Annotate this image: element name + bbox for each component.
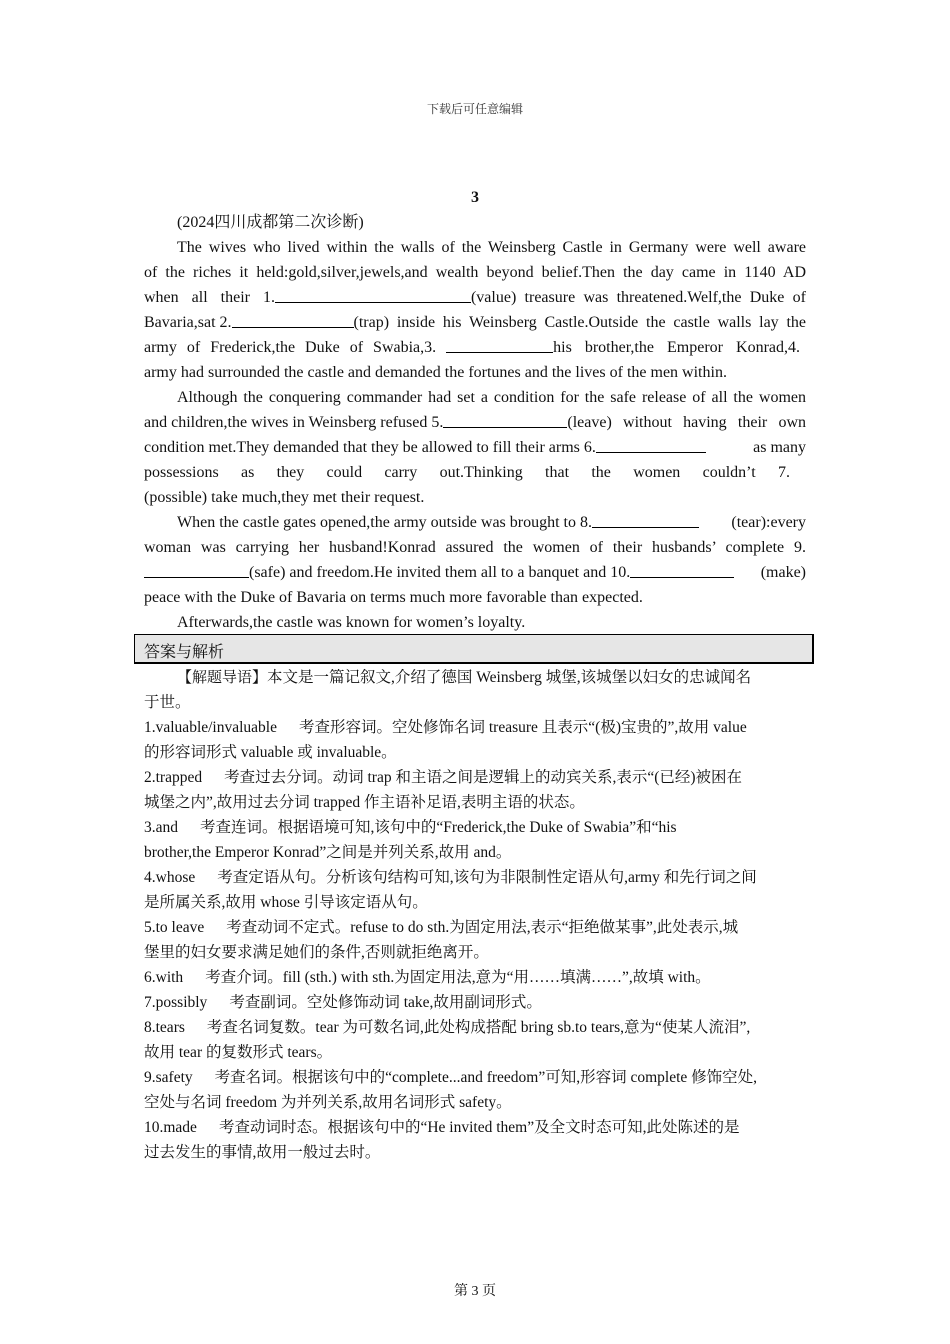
answer-key: 2.trapped xyxy=(144,769,203,786)
answer-explanation: 考查连词。根据语境可知,该句中的“Frederick,the Duke of Swabia”和“his xyxy=(200,819,677,836)
answer-item xyxy=(144,815,806,840)
answer-continuation: 的形容词形式 valuable 或 invaluable。 xyxy=(144,744,397,761)
answer-explanations xyxy=(144,665,806,1165)
answer-explanation: 考查过去分词。动词 trap 和主语之间是逻辑上的动宾关系,表示“(已经)被困在 xyxy=(224,769,743,786)
passage-text: and children,the wives in Weinsberg refused 5. xyxy=(144,414,444,431)
answer-blank-4[interactable] xyxy=(800,335,806,352)
answer-key: 6.with xyxy=(144,969,184,986)
answer-blank-2[interactable] xyxy=(232,310,354,328)
passage-text: (leave) without having their own xyxy=(567,414,806,431)
answer-key: 1.valuable/invaluable xyxy=(144,719,277,736)
answer-key: 10.made xyxy=(144,1119,197,1136)
answer-key: 9.safety xyxy=(144,1069,193,1086)
answer-key: 8.tears xyxy=(144,1019,185,1036)
answer-blank-6[interactable] xyxy=(596,435,706,453)
answer-explanation: 考查形容词。空处修饰名词 treasure 且表示“(极)宝贵的”,故用 value xyxy=(299,719,747,736)
answer-item xyxy=(144,1115,806,1140)
question-number: 3 xyxy=(471,189,479,206)
answer-key: 7.possibly xyxy=(144,994,208,1011)
passage-text: (safe) and freedom.He invited them all to a banquet and 10. xyxy=(249,564,631,581)
passage-text: When the castle gates opened,the army outside was brought to 8. xyxy=(177,514,592,531)
passage-text: when all their 1. xyxy=(144,289,275,306)
passage-line: (possible) take much,they met their request. xyxy=(144,489,425,506)
question-source: (2024四川成都第二次诊断) xyxy=(177,214,364,231)
answer-blank-5[interactable] xyxy=(443,410,567,428)
passage-line xyxy=(144,560,806,585)
passage-line: army had surrounded the castle and demanded the fortunes and the lives of the men within. xyxy=(144,364,727,381)
passage-line: woman was carrying her husband!Konrad assured the women of their husbands’ complete 9. xyxy=(144,539,806,556)
answer-item xyxy=(144,765,806,790)
passage-line xyxy=(144,410,806,435)
passage-line xyxy=(144,510,806,535)
answer-explanation: 考查定语从句。分析该句结构可知,该句为非限制性定语从句,army 和先行词之间 xyxy=(217,869,757,886)
answer-blank-7[interactable] xyxy=(790,460,806,477)
passage-text: army of Frederick,the Duke of Swabia,3. xyxy=(144,339,447,356)
answer-continuation: 城堡之内”,故用过去分词 trapped 作主语补足语,表明主语的状态。 xyxy=(144,794,585,811)
passage-line: Afterwards,the castle was known for women’s loyalty. xyxy=(177,614,526,631)
passage-line xyxy=(144,285,806,310)
answer-blank-10[interactable] xyxy=(630,560,734,578)
guide-label: 【解题导语】 xyxy=(177,668,268,686)
passage-text: (make) xyxy=(760,564,806,581)
answer-continuation: 空处与名词 freedom 为并列关系,故用名词形式 safety。 xyxy=(144,1094,512,1111)
passage-line xyxy=(144,460,806,485)
page-number: 第 3 页 xyxy=(454,1284,496,1299)
answer-continuation: brother,the Emperor Konrad”之间是并列关系,故用 and。 xyxy=(144,844,512,861)
passage-text: (tear):every xyxy=(731,514,806,531)
answer-explanation: 考查动词时态。根据该句中的“He invited them”及全文时态可知,此处陈述的是 xyxy=(218,1119,740,1136)
passage-line: of the riches it held:gold,silver,jewels,and wealth beyond belief.Then the day came in 1140 AD xyxy=(144,264,806,281)
answer-blank-3[interactable] xyxy=(446,335,553,353)
answer-explanation: 考查介词。fill (sth.) with sth.为固定用法,意为“用……填满……”,故填 with。 xyxy=(205,969,711,986)
passage-text: Bavaria,sat 2. xyxy=(144,314,232,331)
answer-item xyxy=(144,915,806,940)
passage-line: Although the conquering commander had set a condition for the safe release of all the women xyxy=(177,389,806,406)
question-passage xyxy=(144,186,806,635)
answer-item xyxy=(144,1015,806,1040)
answer-blank-1[interactable] xyxy=(275,285,471,303)
answer-explanation: 考查副词。空处修饰动词 take,故用副词形式。 xyxy=(229,994,542,1011)
answer-section-title: 答案与解析 xyxy=(144,642,225,661)
answer-key: 3.and xyxy=(144,819,179,836)
answer-explanation: 考查名词复数。tear 为可数名词,此处构成搭配 bring sb.to tears,意为“使某人流泪”, xyxy=(206,1019,751,1036)
answer-item xyxy=(144,865,806,890)
answer-blank-8[interactable] xyxy=(592,510,699,528)
passage-text: possessions as they could carry out.Thinking that the women couldn’t 7. xyxy=(144,464,790,481)
passage-line xyxy=(144,310,806,335)
passage-text: (value) treasure was threatened.Welf,the Duke of xyxy=(470,289,806,306)
answer-continuation: 是所属关系,故用 whose 引导该定语从句。 xyxy=(144,894,428,911)
answer-item xyxy=(144,990,806,1015)
guide-line xyxy=(144,665,806,690)
answer-item xyxy=(144,965,806,990)
answer-item xyxy=(144,1065,806,1090)
answer-continuation: 堡里的妇女要求满足她们的条件,否则就拒绝离开。 xyxy=(144,944,489,961)
passage-text: (trap) inside his Weinsberg Castle.Outside the castle walls lay the xyxy=(353,314,806,331)
answer-item xyxy=(144,715,806,740)
passage-text: his brother,the Emperor Konrad,4. xyxy=(553,339,800,356)
page-header: 下载后可任意编辑 xyxy=(426,102,523,116)
answer-key: 5.to leave xyxy=(144,919,205,936)
passage-line xyxy=(144,335,806,360)
passage-line xyxy=(144,435,806,460)
passage-line: peace with the Duke of Bavaria on terms much more favorable than expected. xyxy=(144,589,643,606)
answer-explanation: 考查动词不定式。refuse to do sth.为固定用法,表示“拒绝做某事”,此处表示,城 xyxy=(226,919,739,936)
passage-line: The wives who lived within the walls of the Weinsberg Castle in Germany were well aware xyxy=(177,239,806,256)
passage-text: condition met.They demanded that they be allowed to fill their arms 6. xyxy=(144,439,596,456)
answer-continuation: 过去发生的事情,故用一般过去时。 xyxy=(144,1144,381,1161)
guide-text: 本文是一篇记叙文,介绍了德国 Weinsberg 城堡,该城堡以妇女的忠诚闻名 xyxy=(267,669,752,686)
passage-text: as many xyxy=(753,439,806,456)
answer-key: 4.whose xyxy=(144,869,196,886)
guide-line: 于世。 xyxy=(144,694,191,711)
answer-section-header xyxy=(134,634,814,664)
answer-blank-9[interactable] xyxy=(144,560,249,578)
answer-continuation: 故用 tear 的复数形式 tears。 xyxy=(144,1044,333,1061)
answer-explanation: 考查名词。根据该句中的“complete...and freedom”可知,形容词 complete 修饰空处, xyxy=(214,1069,758,1086)
